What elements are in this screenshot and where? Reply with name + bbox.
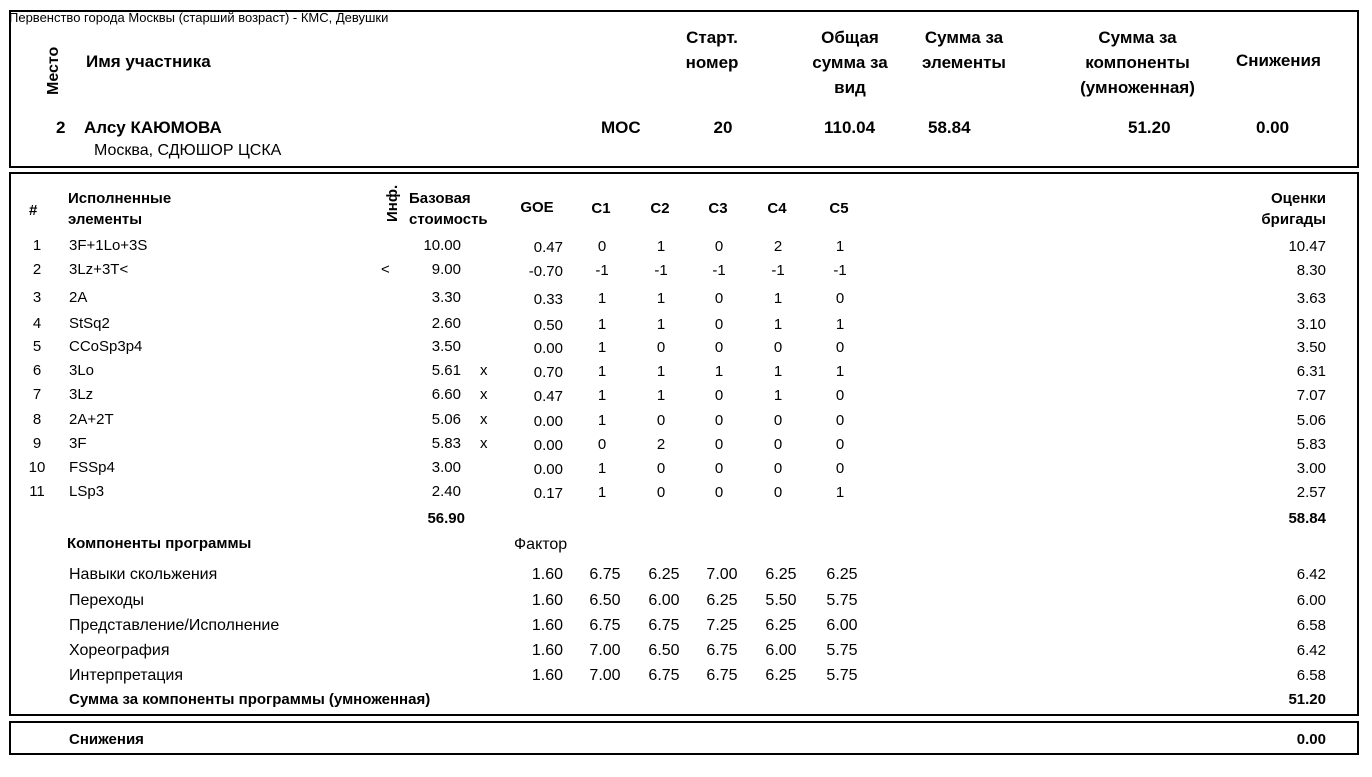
element-judge-score: 2 (656, 436, 666, 453)
col-judge-3: C3 (708, 200, 728, 217)
element-judge-score: -1 (595, 262, 609, 279)
element-judge-score: 2 (773, 238, 783, 255)
component-factor: 1.60 (531, 667, 563, 684)
element-goe: 0.47 (533, 388, 563, 405)
skater-club: Москва, СДЮШОР ЦСКА (94, 142, 282, 159)
element-judge-score: 1 (835, 363, 845, 380)
element-judge-score: -1 (712, 262, 726, 279)
component-score: 6.00 (1296, 592, 1326, 609)
name-label: Имя участника (86, 52, 211, 71)
element-code: FSSp4 (69, 459, 115, 476)
col-judge-2: C2 (650, 200, 670, 217)
element-goe: 0.00 (533, 437, 563, 454)
skater-elements-score: 58.84 (928, 118, 971, 137)
col-num: # (29, 202, 38, 219)
element-code: 3Lo (69, 362, 95, 379)
component-judge-score: 7.25 (706, 617, 738, 634)
component-judge-score: 6.25 (706, 592, 738, 609)
element-judge-score: -1 (654, 262, 668, 279)
element-panel-score: 3.63 (1296, 290, 1326, 307)
element-number: 6 (32, 362, 42, 379)
element-judge-score: -1 (771, 262, 785, 279)
component-name: Представление/Исполнение (69, 617, 280, 634)
component-judge-score: 6.00 (765, 642, 797, 659)
element-code: 3Lz+3T< (69, 261, 129, 278)
element-base: 2.40 (431, 483, 461, 500)
element-judge-score: 1 (656, 363, 666, 380)
deductions-row-label: Снижения (69, 731, 144, 748)
element-goe: 0.70 (533, 364, 563, 381)
element-panel-score: 5.06 (1296, 412, 1326, 429)
element-judge-score: 1 (773, 387, 783, 404)
start-label: Старт. номер (685, 28, 739, 72)
col-score: Оценки бригады (1261, 190, 1326, 228)
element-code: LSp3 (69, 483, 105, 500)
deductions-label: Снижения (1236, 51, 1321, 70)
element-judge-score: 0 (656, 412, 666, 429)
element-judge-score: 0 (656, 484, 666, 501)
component-judge-score: 5.50 (765, 592, 797, 609)
element-number: 11 (29, 483, 45, 500)
element-judge-score: 0 (714, 460, 724, 477)
element-judge-score: 0 (714, 316, 724, 333)
component-judge-score: 6.25 (765, 667, 797, 684)
element-number: 3 (32, 289, 42, 306)
element-goe: 0.00 (533, 461, 563, 478)
element-goe: 0.17 (533, 485, 563, 502)
component-score: 6.42 (1296, 642, 1326, 659)
element-panel-score: 3.10 (1296, 316, 1326, 333)
element-judge-score: 1 (835, 316, 845, 333)
element-judge-score: 0 (656, 460, 666, 477)
components-total: 51.20 (1288, 691, 1326, 708)
skater-total: 110.04 (824, 118, 876, 137)
component-factor: 1.60 (531, 642, 563, 659)
element-judge-score: 0 (714, 238, 724, 255)
skater-nation: МОС (601, 118, 641, 137)
element-panel-score: 3.00 (1296, 460, 1326, 477)
base-total: 56.90 (427, 510, 465, 527)
element-judge-score: 1 (714, 363, 724, 380)
element-code: 3F+1Lo+3S (69, 237, 148, 254)
element-judge-score: 0 (714, 290, 724, 307)
element-judge-score: 0 (835, 339, 845, 356)
component-judge-score: 5.75 (826, 642, 858, 659)
component-factor: 1.60 (531, 566, 563, 583)
element-panel-score: 8.30 (1296, 262, 1326, 279)
element-code: StSq2 (69, 315, 110, 332)
component-name: Навыки скольжения (69, 566, 218, 583)
score-total: 58.84 (1288, 510, 1326, 527)
element-base: 3.00 (431, 459, 461, 476)
skater-start-number: 20 (713, 118, 733, 137)
component-judge-score: 6.75 (589, 566, 621, 583)
element-judge-score: 0 (773, 412, 783, 429)
element-judge-score: 0 (835, 290, 845, 307)
element-goe: 0.00 (533, 340, 563, 357)
col-base: Базовая стоимость (409, 190, 488, 228)
element-goe: 0.47 (533, 239, 563, 256)
component-judge-score: 6.75 (706, 642, 738, 659)
element-judge-score: 1 (656, 316, 666, 333)
factor-label: Фактор (514, 536, 568, 553)
components-title: Компоненты программы (67, 535, 252, 552)
component-judge-score: 7.00 (589, 667, 621, 684)
element-judge-score: 0 (835, 387, 845, 404)
skater-place: 2 (56, 118, 66, 137)
elements-label: Сумма за элементы (922, 28, 1006, 72)
component-judge-score: 6.25 (648, 566, 680, 583)
component-factor: 1.60 (531, 592, 563, 609)
element-base: 5.83 (431, 435, 461, 452)
element-code: 3Lz (69, 386, 94, 403)
component-score: 6.42 (1296, 566, 1326, 583)
component-judge-score: 6.50 (648, 642, 680, 659)
element-judge-score: -1 (833, 262, 847, 279)
element-base: 5.06 (431, 411, 461, 428)
element-judge-score: 0 (597, 238, 607, 255)
element-judge-score: 0 (773, 484, 783, 501)
element-bonus-mark: x (480, 386, 488, 403)
col-goe: GOE (520, 199, 554, 216)
component-judge-score: 6.25 (826, 566, 858, 583)
place-label: Место (45, 46, 62, 95)
component-judge-score: 6.50 (589, 592, 621, 609)
element-judge-score: 1 (597, 316, 607, 333)
skater-components-score: 51.20 (1128, 118, 1171, 137)
element-judge-score: 1 (597, 460, 607, 477)
component-judge-score: 5.75 (826, 667, 858, 684)
col-info: Инф. (384, 184, 401, 222)
element-judge-score: 1 (835, 238, 845, 255)
element-judge-score: 1 (656, 290, 666, 307)
element-judge-score: 0 (773, 339, 783, 356)
element-panel-score: 10.47 (1288, 238, 1326, 255)
element-panel-score: 7.07 (1296, 387, 1326, 404)
details-box (9, 172, 1359, 716)
element-judge-score: 1 (597, 387, 607, 404)
component-score: 6.58 (1296, 617, 1326, 634)
component-name: Интерпретация (69, 667, 184, 684)
element-base: 3.30 (431, 289, 461, 306)
element-panel-score: 2.57 (1296, 484, 1326, 501)
element-base: 6.60 (431, 386, 461, 403)
components-total-label: Сумма за компоненты программы (умноженная) (69, 691, 431, 708)
element-number: 8 (32, 411, 42, 428)
element-number: 2 (32, 261, 42, 278)
element-base: 5.61 (431, 362, 461, 379)
element-judge-score: 1 (597, 484, 607, 501)
element-info: < (381, 261, 390, 278)
col-judge-4: C4 (767, 200, 787, 217)
deductions-box (9, 721, 1359, 755)
col-judge-1: C1 (591, 200, 611, 217)
component-judge-score: 6.75 (706, 667, 738, 684)
element-code: CCoSp3p4 (69, 338, 143, 355)
element-code: 3F (69, 435, 87, 452)
element-judge-score: 1 (597, 290, 607, 307)
event-title: Первенство города Москвы (старший возраст) - КМС, Девушки (9, 10, 389, 25)
element-bonus-mark: x (480, 435, 488, 452)
element-goe: 0.00 (533, 413, 563, 430)
element-judge-score: 0 (835, 436, 845, 453)
element-panel-score: 6.31 (1296, 363, 1326, 380)
element-judge-score: 1 (597, 339, 607, 356)
element-judge-score: 1 (773, 316, 783, 333)
element-bonus-mark: x (480, 362, 488, 379)
element-goe: 0.33 (533, 291, 563, 308)
deductions-row-value: 0.00 (1296, 731, 1326, 748)
component-factor: 1.60 (531, 617, 563, 634)
component-judge-score: 7.00 (706, 566, 738, 583)
element-judge-score: 0 (656, 339, 666, 356)
component-judge-score: 5.75 (826, 592, 858, 609)
element-judge-score: 1 (773, 290, 783, 307)
element-judge-score: 0 (714, 436, 724, 453)
element-judge-score: 1 (597, 412, 607, 429)
element-base: 3.50 (431, 338, 461, 355)
component-judge-score: 6.75 (648, 667, 680, 684)
element-judge-score: 0 (773, 436, 783, 453)
element-judge-score: 0 (714, 484, 724, 501)
total-label: Общая сумма за вид (812, 28, 888, 97)
element-number: 7 (32, 386, 42, 403)
element-judge-score: 0 (714, 339, 724, 356)
element-bonus-mark: x (480, 411, 488, 428)
element-judge-score: 0 (714, 412, 724, 429)
element-base: 10.00 (423, 237, 461, 254)
element-judge-score: 1 (835, 484, 845, 501)
skater-deductions: 0.00 (1256, 118, 1290, 137)
component-name: Хореография (69, 642, 170, 659)
element-base: 2.60 (431, 315, 461, 332)
element-judge-score: 1 (597, 363, 607, 380)
element-judge-score: 0 (835, 412, 845, 429)
component-judge-score: 6.00 (826, 617, 858, 634)
element-judge-score: 0 (714, 387, 724, 404)
component-judge-score: 6.75 (648, 617, 680, 634)
element-number: 9 (32, 435, 42, 452)
element-number: 1 (32, 237, 42, 254)
component-judge-score: 6.25 (765, 566, 797, 583)
component-judge-score: 6.75 (589, 617, 621, 634)
element-number: 10 (28, 459, 46, 476)
component-judge-score: 6.25 (765, 617, 797, 634)
element-panel-score: 5.83 (1296, 436, 1326, 453)
element-judge-score: 0 (835, 460, 845, 477)
component-judge-score: 7.00 (589, 642, 621, 659)
element-number: 4 (32, 315, 42, 332)
skater-name: Алсу КАЮМОВА (84, 118, 222, 137)
element-judge-score: 1 (656, 387, 666, 404)
element-code: 2A (69, 289, 88, 306)
component-score: 6.58 (1296, 667, 1326, 684)
element-number: 5 (32, 338, 42, 355)
element-judge-score: 1 (773, 363, 783, 380)
element-goe: 0.50 (533, 317, 563, 334)
element-judge-score: 0 (773, 460, 783, 477)
element-judge-score: 1 (656, 238, 666, 255)
col-element: Исполненные элементы (68, 190, 172, 228)
element-panel-score: 3.50 (1296, 339, 1326, 356)
component-name: Переходы (69, 592, 145, 609)
element-goe: -0.70 (528, 263, 563, 280)
element-base: 9.00 (431, 261, 461, 278)
element-code: 2A+2T (69, 411, 114, 428)
component-judge-score: 6.00 (648, 592, 680, 609)
col-judge-5: C5 (829, 200, 849, 217)
components-label: Сумма за компоненты (умноженная) (1080, 28, 1195, 97)
element-judge-score: 0 (597, 436, 607, 453)
